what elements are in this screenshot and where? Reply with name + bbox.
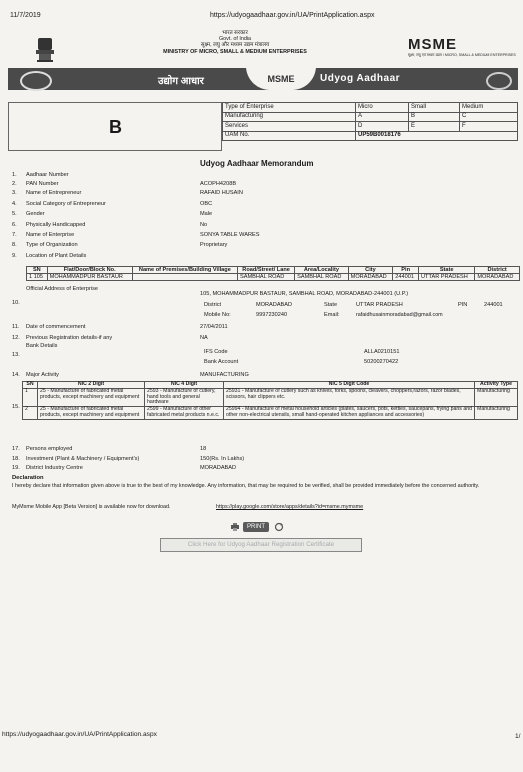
field-number: 1. bbox=[12, 172, 17, 178]
email-value: rafaidhusainmoradabad@gmail.com bbox=[356, 312, 443, 318]
table-cell: Manufacturing bbox=[475, 407, 518, 420]
field-number: 10. bbox=[12, 300, 20, 306]
field-number: 8. bbox=[12, 242, 17, 248]
table-cell: UAM No. bbox=[223, 131, 356, 141]
print-button[interactable]: PRINT bbox=[243, 522, 269, 532]
activity-table bbox=[22, 381, 518, 420]
field-number: 18. bbox=[12, 456, 20, 462]
table-cell bbox=[132, 274, 237, 281]
field-value: Male bbox=[200, 211, 213, 217]
field-number: 4. bbox=[12, 201, 17, 207]
field-label: Name of Entrepreneur bbox=[26, 190, 82, 196]
declaration-text: I hereby declare that information given above is true to the best of my knowledge. Any information, that may be required to be verified, shall be provided immediately before the concerned authority. bbox=[12, 483, 480, 489]
column-header: Area/Locality bbox=[295, 267, 349, 274]
table-cell: UTTAR PRADESH bbox=[419, 274, 475, 281]
field-number: 9. bbox=[12, 253, 17, 259]
column-header: Activity Type bbox=[475, 382, 518, 389]
table-cell: Micro bbox=[356, 103, 409, 113]
table-cell bbox=[27, 274, 48, 281]
column-header: City bbox=[348, 267, 393, 274]
field-label: Aadhaar Number bbox=[26, 172, 69, 178]
msme-logo bbox=[408, 36, 518, 57]
dic-value: MORADABAD bbox=[200, 465, 237, 471]
field-number: 6. bbox=[12, 222, 17, 228]
bank-account-label: Bank Account bbox=[204, 359, 239, 365]
table-cell: 25994 - Manufacture of metal household articles (plates, saucers, pots, kettles, saucepans, frying pans and other non-electrical utensils, small hand-operated kitchen appliances and accessories) bbox=[224, 407, 475, 420]
app-notice: MyMsme Mobile App [Beta Version] is available now for download. bbox=[12, 504, 171, 510]
table-row bbox=[223, 112, 518, 122]
mobile-label: Mobile No: bbox=[204, 312, 231, 318]
field-value: RAFAID HUSAIN bbox=[200, 190, 243, 196]
district-value: MORADABAD bbox=[256, 302, 293, 308]
official-address-text: 105, MOHAMMADPUR BASTAUR, SAMBHAL ROAD, MORADABAD-244001 (U.P.) bbox=[200, 291, 409, 297]
cell-sn: 1 bbox=[29, 274, 33, 280]
table-cell: Medium bbox=[460, 103, 518, 113]
table-row bbox=[23, 388, 518, 406]
registration-certificate-button[interactable]: Click Here for Udyog Aadhaar Registration Certificate bbox=[160, 538, 362, 552]
page-number: 1/ bbox=[515, 733, 521, 740]
table-cell: 25 - Manufacture of fabricated metal products, except machinery and equipment bbox=[38, 388, 145, 406]
cell-flat: 105 bbox=[33, 274, 44, 280]
field-label: Location of Plant Details bbox=[26, 253, 87, 259]
udyog-aadhaar-banner bbox=[8, 68, 518, 90]
field-value: Proprietary bbox=[200, 242, 228, 248]
banner-msme-medal: MSME bbox=[246, 66, 316, 90]
email-label: Email: bbox=[324, 312, 340, 318]
table-cell: A bbox=[356, 112, 409, 122]
bank-account-value: 50200270422 bbox=[364, 359, 399, 365]
field-value: ACOPH4208B bbox=[200, 181, 237, 187]
enterprise-type-table bbox=[222, 102, 518, 141]
table-cell: MORADABAD bbox=[475, 274, 520, 281]
column-header: SN bbox=[27, 267, 48, 274]
ministry-heading bbox=[110, 30, 360, 55]
field-label: Type of Organization bbox=[26, 242, 78, 248]
ministry-line-2: Govt. of India bbox=[218, 36, 252, 43]
table-cell: Manufacturing bbox=[475, 388, 518, 406]
column-header: SN bbox=[23, 382, 38, 389]
column-header: Road/Street/ Lane bbox=[238, 267, 295, 274]
table-cell: 1 bbox=[23, 388, 38, 406]
table-cell: B bbox=[409, 112, 460, 122]
column-header: Flat/Door/Block No. bbox=[47, 267, 132, 274]
field-label: Gender bbox=[26, 211, 45, 217]
printer-icon bbox=[230, 523, 240, 531]
table-cell: MOHAMMADPUR BASTAUR bbox=[47, 274, 132, 281]
field-label: Name of Enterprise bbox=[26, 232, 75, 238]
commencement-label: Date of commencement bbox=[26, 324, 86, 330]
table-cell: 2 bbox=[23, 407, 38, 420]
field-number: 17. bbox=[12, 446, 20, 452]
prev-registration-label: Previous Registration details-if any bbox=[26, 335, 113, 341]
ifs-label: IFS Code bbox=[204, 349, 228, 355]
field-number: 14. bbox=[12, 372, 20, 378]
uam-number: UP59B0018176 bbox=[356, 131, 518, 141]
table-cell: 25 - Manufacture of fabricated metal products, except machinery and equipment bbox=[38, 407, 145, 420]
table-cell: C bbox=[460, 112, 518, 122]
refresh-icon[interactable] bbox=[274, 522, 284, 532]
msme-logo-sub: सूक्ष्म, लघु एवं मध्यम उद्यम / MICRO, SMALL & MEDIUM ENTERPRISES bbox=[408, 53, 516, 57]
table-header-row bbox=[27, 267, 520, 274]
table-cell: Services bbox=[223, 122, 356, 132]
print-control bbox=[230, 522, 290, 533]
dic-label: District Industry Centre bbox=[26, 465, 83, 471]
bank-details-label: Bank Details bbox=[26, 343, 58, 349]
field-number: 12. bbox=[12, 335, 20, 341]
table-cell: D bbox=[356, 122, 409, 132]
major-activity-label: Major Activity bbox=[26, 372, 59, 378]
column-header: Name of Premises/Building Village bbox=[132, 267, 237, 274]
table-cell: E bbox=[409, 122, 460, 132]
column-header: NIC 4 Digit bbox=[145, 382, 224, 389]
official-address-label: Official Address of Enterprise bbox=[26, 286, 99, 292]
field-number: 7. bbox=[12, 232, 17, 238]
table-cell: SAMBHAL ROAD bbox=[295, 274, 349, 281]
banner-right-logo-icon bbox=[486, 72, 512, 90]
pin-value: 244001 bbox=[484, 302, 503, 308]
table-cell: Manufacturing bbox=[223, 112, 356, 122]
persons-value: 18 bbox=[200, 446, 207, 452]
banner-hindi-title: उद्योग आधार bbox=[158, 76, 204, 87]
memorandum-title: Udyog Aadhaar Memorandum bbox=[200, 159, 314, 168]
field-number: 5. bbox=[12, 211, 17, 217]
banner-english-title: Udyog Aadhaar bbox=[320, 73, 401, 84]
field-number: 15. bbox=[12, 404, 20, 410]
declaration-title: Declaration bbox=[12, 475, 44, 481]
table-row bbox=[23, 407, 518, 420]
msme-logo-text: MSME bbox=[408, 36, 457, 53]
state-value: UTTAR PRADESH bbox=[356, 302, 403, 308]
district-label: District bbox=[204, 302, 222, 308]
table-row bbox=[27, 274, 520, 281]
national-emblem-icon bbox=[34, 36, 56, 64]
footer-url: https://udyogaadhaar.gov.in/UA/PrintApplication.aspx bbox=[2, 731, 157, 738]
table-cell: SAMBHAL ROAD bbox=[238, 274, 295, 281]
column-header: Pin bbox=[393, 267, 419, 274]
column-header: NIC 2 Digit bbox=[38, 382, 145, 389]
prev-registration-value: NA bbox=[200, 335, 208, 341]
column-header: NIC 5 Digit Code bbox=[224, 382, 475, 389]
column-header: District bbox=[475, 267, 520, 274]
column-header: State bbox=[419, 267, 475, 274]
app-link[interactable]: https://play.google.com/store/apps/details?id=msme.mymsme bbox=[216, 504, 364, 510]
field-label: Physically Handicapped bbox=[26, 222, 86, 228]
table-row bbox=[223, 103, 518, 113]
field-number: 19. bbox=[12, 465, 20, 471]
table-row bbox=[223, 131, 518, 141]
table-cell: 25931 - Manufacture of cutlery such as knives, forks, spoons, cleavers, choppers,razors, razor blades, scissors, hair clippers etc. bbox=[224, 388, 475, 406]
field-value: OBC bbox=[200, 201, 213, 207]
ministry-line-1: भारत सरकार bbox=[222, 30, 248, 36]
field-number: 13. bbox=[12, 352, 20, 358]
field-value: SONYA TABLE WARES bbox=[200, 232, 260, 238]
investment-label: Investment (Plant & Machinery / Equipment's) bbox=[26, 456, 140, 462]
investment-value: 150(Rs. In Lakhs) bbox=[200, 456, 245, 462]
ministry-line-4: MINISTRY OF MICRO, SMALL & MEDIUM ENTERPRISES bbox=[163, 48, 307, 55]
aadhaar-logo-icon bbox=[20, 71, 52, 91]
table-row bbox=[223, 122, 518, 132]
category-letter: B bbox=[109, 117, 122, 137]
table-cell: 244001 bbox=[393, 274, 419, 281]
field-value: No bbox=[200, 222, 208, 228]
table-cell: MORADABAD bbox=[348, 274, 393, 281]
table-cell: 2593 - Manufacture of cutlery, hand tools and general hardware bbox=[145, 388, 224, 406]
ministry-line-3: सूक्ष्म, लघु और मध्यम उद्यम मंत्रालय bbox=[200, 42, 270, 49]
field-number: 11. bbox=[12, 324, 20, 330]
major-activity-value: MANUFACTURING bbox=[200, 372, 249, 378]
print-url: https://udyogaadhaar.gov.in/UA/PrintApplication.aspx bbox=[210, 12, 375, 19]
commencement-value: 27/04/2011 bbox=[200, 324, 228, 330]
category-box bbox=[8, 102, 222, 151]
table-cell: 2599 - Manufacture of other fabricated metal products n.e.c. bbox=[145, 407, 224, 420]
persons-label: Persons employed bbox=[26, 446, 73, 452]
state-label: State bbox=[324, 302, 338, 308]
field-label: PAN Number bbox=[26, 181, 59, 187]
plant-location-table bbox=[26, 266, 520, 281]
print-date: 11/7/2019 bbox=[10, 12, 41, 19]
field-number: 3. bbox=[12, 190, 17, 196]
table-cell: Type of Enterprise bbox=[223, 103, 356, 113]
table-cell: Small bbox=[409, 103, 460, 113]
field-label: Social Category of Entrepreneur bbox=[26, 201, 106, 207]
mobile-value: 9997230240 bbox=[256, 312, 288, 318]
field-number: 2. bbox=[12, 181, 17, 187]
pin-label: PIN bbox=[458, 302, 468, 308]
ifs-value: ALLA0210151 bbox=[364, 349, 400, 355]
table-cell: F bbox=[460, 122, 518, 132]
